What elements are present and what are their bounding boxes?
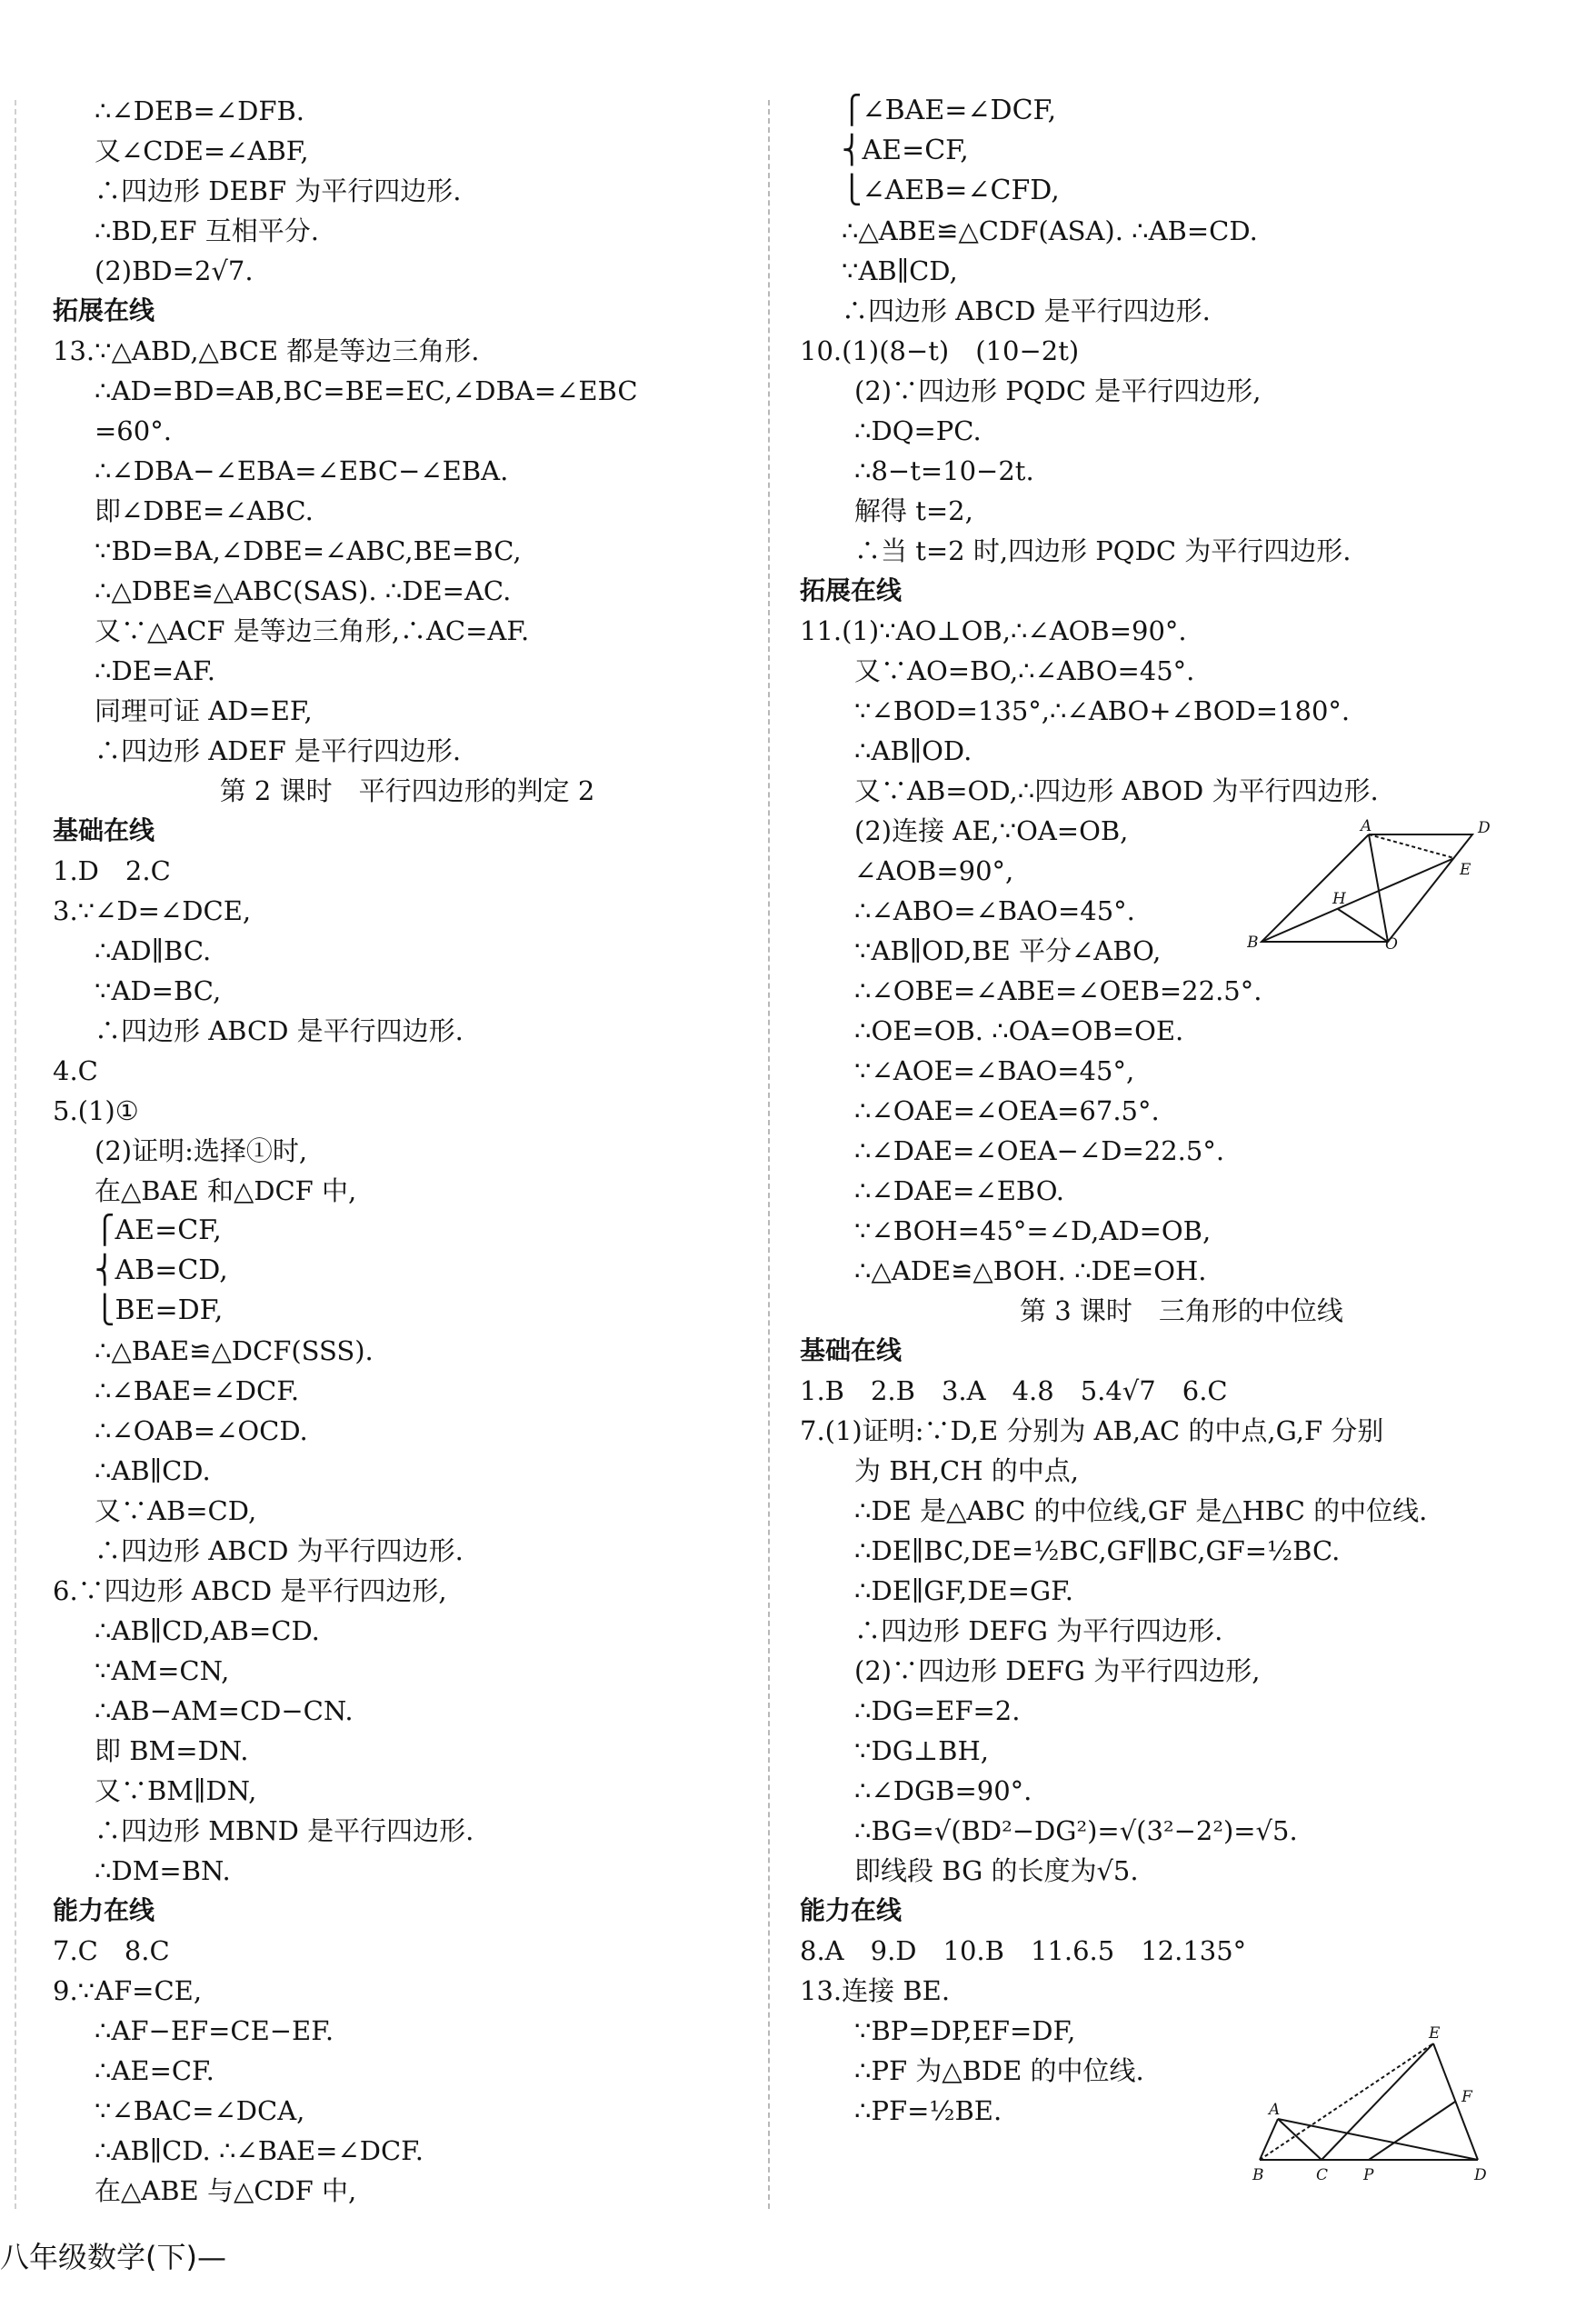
answer-line: (2)证明:选择①时, — [95, 1135, 308, 1166]
answer-line: 在△ABE 与△CDF 中, — [95, 2175, 357, 2206]
answer-line: ∴PF=½BE. — [854, 2095, 1002, 2126]
answer-line: ∴AD=BD=AB,BC=BE=EC,∠DBA=∠EBC — [95, 375, 638, 406]
figure-edges — [1262, 834, 1472, 942]
answer-line: ∴△BAE≌△DCF(SSS). — [95, 1335, 374, 1366]
answer-line: ∴∠OAE=∠OEA=67.5°. — [854, 1095, 1160, 1126]
answer-line: 4.C — [53, 1055, 98, 1086]
answer-line: ∴四边形 MBND 是平行四边形. — [95, 1815, 474, 1846]
section-heading: 能力在线 — [800, 1895, 903, 1925]
answer-line: ∴四边形 ADEF 是平行四边形. — [95, 735, 462, 766]
answer-line: ∴AB∥CD,AB=CD. — [95, 1615, 320, 1646]
answer-line: ∠AOB=90°, — [854, 855, 1014, 886]
answer-line: 7.C 8.C — [53, 1935, 170, 1966]
figure-segment-ho — [1338, 909, 1388, 942]
page-edge-rule — [15, 100, 16, 2209]
answer-line: ∴△DBE≌△ABC(SAS). ∴DE=AC. — [95, 575, 512, 606]
section-heading: 拓展在线 — [800, 575, 903, 605]
answer-line: 13.∵△ABD,△BCE 都是等边三角形. — [53, 335, 480, 366]
figure-segment-be — [1260, 2043, 1433, 2160]
label-d: D — [1478, 819, 1491, 837]
label-o: O — [1385, 935, 1398, 951]
answer-line: 6.∵四边形 ABCD 是平行四边形, — [53, 1575, 447, 1606]
answer-line: 即线段 BG 的长度为√5. — [854, 1855, 1139, 1886]
answer-line: 在△BAE 和△DCF 中, — [95, 1175, 357, 1206]
lesson-title: 第 2 课时 平行四边形的判定 2 — [219, 775, 595, 806]
answer-line: 8.A 9.D 10.B 11.6.5 12.135° — [800, 1935, 1247, 1966]
answer-line: 13.连接 BE. — [800, 1975, 951, 2006]
lesson-title: 第 3 课时 三角形的中位线 — [1020, 1295, 1343, 1326]
answer-line: ∴四边形 ABCD 为平行四边形. — [95, 1535, 464, 1566]
label-a: A — [1361, 817, 1372, 835]
answer-line: ∵BP=DP,EF=DF, — [854, 2015, 1076, 2046]
label-d: D — [1474, 2166, 1487, 2184]
right-column — [800, 91, 1563, 2131]
answer-line: ∴∠OAB=∠OCD. — [95, 1415, 308, 1446]
answer-line: 1.D 2.C — [53, 855, 171, 886]
answer-line: ∴DE∥GF,DE=GF. — [854, 1575, 1073, 1606]
answer-line: 11.(1)∵AO⊥OB,∴∠AOB=90°. — [800, 615, 1187, 646]
figure-segment-ae — [1369, 834, 1454, 858]
answer-line: ∴∠BAE=∠DCF. — [95, 1375, 300, 1406]
answer-line: ∴四边形 DEBF 为平行四边形. — [95, 175, 462, 206]
answer-line: 又∵AO=BO,∴∠ABO=45°. — [854, 655, 1195, 686]
answer-line: ∴AB∥OD. — [854, 735, 973, 766]
answer-line: ∵∠BOD=135°,∴∠ABO+∠BOD=180°. — [854, 695, 1351, 726]
figure-segment-pf — [1369, 2102, 1455, 2160]
section-heading: 拓展在线 — [53, 295, 155, 325]
answer-line: (2)连接 AE,∵OA=OB, — [854, 815, 1129, 846]
answer-line: ⎨AE=CF, — [842, 135, 969, 166]
midline-figure — [1247, 2023, 1520, 2187]
answer-line: ∴四边形 DEFG 为平行四边形. — [854, 1615, 1223, 1646]
answer-line: ∴DG=EF=2. — [854, 1695, 1021, 1726]
answer-line: ∴AB−AM=CD−CN. — [95, 1695, 354, 1726]
answer-line: 又∵AB=CD, — [95, 1495, 257, 1526]
answer-line: 3.∵∠D=∠DCE, — [53, 895, 252, 926]
answer-line: ∴DE∥BC,DE=½BC,GF∥BC,GF=½BC. — [854, 1535, 1341, 1566]
section-heading: 基础在线 — [800, 1335, 903, 1365]
answer-line: 即∠DBE=∠ABC. — [95, 495, 314, 526]
answer-line: ∴BG=√(BD²−DG²)=√(3²−2²)=√5. — [854, 1815, 1298, 1846]
answer-line: ∴当 t=2 时,四边形 PQDC 为平行四边形. — [854, 535, 1352, 566]
label-a: A — [1269, 2101, 1281, 2119]
answer-line: ∵AB∥CD, — [842, 255, 958, 286]
figure-segment-ab — [1260, 2119, 1278, 2160]
answer-line: (2)∵四边形 PQDC 是平行四边形, — [854, 375, 1262, 406]
answer-line: 9.∵AF=CE, — [53, 1975, 203, 2006]
answer-line: ∴BD,EF 互相平分. — [95, 215, 319, 246]
answer-line: ∴AB∥CD. — [95, 1455, 211, 1486]
column-divider — [768, 100, 770, 2209]
answer-line: ∴∠DAE=∠EBO. — [854, 1175, 1065, 1206]
answer-line: 5.(1)① — [53, 1095, 139, 1126]
label-h: H — [1332, 890, 1346, 908]
answer-line: ⎩BE=DF, — [95, 1294, 224, 1326]
answer-line: ∴AB∥CD. ∴∠BAE=∠DCF. — [95, 2135, 424, 2166]
answer-line: ∴AF−EF=CE−EF. — [95, 2015, 334, 2046]
answer-line: 又∵AB=OD,∴四边形 ABOD 为平行四边形. — [854, 775, 1379, 806]
answer-line: ∴∠DEB=∠DFB. — [95, 95, 304, 126]
answer-line: ⎧∠BAE=∠DCF, — [842, 95, 1057, 126]
answer-line: ∵∠BAC=∠DCA, — [95, 2095, 305, 2126]
answer-line: ∴四边形 ABCD 是平行四边形. — [842, 295, 1211, 326]
answer-line: ∴△ADE≌△BOH. ∴DE=OH. — [854, 1255, 1207, 1286]
answer-line: ∴∠DAE=∠OEA−∠D=22.5°. — [854, 1135, 1225, 1166]
answer-line: ∴DQ=PC. — [854, 415, 982, 446]
answer-line: (2)BD=2√7. — [95, 255, 254, 286]
answer-line: ⎨AB=CD, — [95, 1254, 228, 1286]
answer-line: ∴OE=OB. ∴OA=OB=OE. — [854, 1015, 1184, 1046]
label-p: P — [1363, 2166, 1374, 2184]
label-b: B — [1252, 2166, 1264, 2184]
section-heading: 能力在线 — [53, 1895, 155, 1925]
label-f: F — [1461, 2088, 1472, 2106]
answer-line: ∵AM=CN, — [95, 1655, 230, 1686]
answer-line: ∴DE 是△ABC 的中位线,GF 是△HBC 的中位线. — [854, 1495, 1428, 1526]
answer-line: ∴四边形 ABCD 是平行四边形. — [95, 1015, 464, 1046]
answer-line: 又∠CDE=∠ABF, — [95, 135, 309, 166]
label-e: E — [1460, 861, 1471, 879]
answer-line: 10.(1)(8−t) (10−2t) — [800, 335, 1080, 366]
answer-line: ∵DG⊥BH, — [854, 1735, 989, 1766]
answer-line: ∵∠AOE=∠BAO=45°, — [854, 1055, 1135, 1086]
answer-line: 同理可证 AD=EF, — [95, 695, 313, 726]
answer-line: ∴AE=CF. — [95, 2055, 214, 2086]
answer-line: ∴∠DGB=90°. — [854, 1775, 1032, 1806]
answer-line: 7.(1)证明:∵D,E 分别为 AB,AC 的中点,G,F 分别 — [800, 1415, 1384, 1446]
label-c: C — [1316, 2166, 1329, 2184]
answer-line: 为 BH,CH 的中点, — [854, 1455, 1079, 1486]
answer-line: 又∵BM∥DN, — [95, 1775, 257, 1806]
answer-line: (2)∵四边形 DEFG 为平行四边形, — [854, 1655, 1261, 1686]
answer-line: ∴AD∥BC. — [95, 935, 212, 966]
figure-segment-be — [1262, 858, 1454, 942]
figure-segment-ce — [1322, 2043, 1433, 2160]
answer-line: ⎩∠AEB=∠CFD, — [842, 175, 1060, 206]
figure-segment-ac — [1278, 2119, 1322, 2160]
left-column — [53, 91, 762, 2211]
page-footer: 八年级数学(下)— — [0, 2240, 226, 2274]
answer-line: ∵BD=BA,∠DBE=∠ABC,BE=BC, — [95, 535, 522, 566]
answer-line: ∵AD=BC, — [95, 975, 222, 1006]
answer-line: ∴∠OBE=∠ABE=∠OEB=22.5°. — [854, 975, 1262, 1006]
section-heading: 基础在线 — [53, 815, 155, 845]
answer-line: ∴DM=BN. — [95, 1855, 231, 1886]
label-b: B — [1247, 934, 1259, 951]
label-e: E — [1429, 2024, 1441, 2043]
answer-line: 即 BM=DN. — [95, 1735, 249, 1766]
answer-line: 又∵△ACF 是等边三角形,∴AC=AF. — [95, 615, 530, 646]
answer-line: ∴8−t=10−2t. — [854, 455, 1034, 486]
answer-line: ∴∠ABO=∠BAO=45°. — [854, 895, 1135, 926]
answer-line: ∴∠DBA−∠EBA=∠EBC−∠EBA. — [95, 455, 509, 486]
answer-line: =60°. — [95, 415, 172, 446]
answer-line: ∵∠BOH=45°=∠D,AD=OB, — [854, 1215, 1212, 1246]
answer-line: ⎧AE=CF, — [95, 1214, 222, 1246]
answer-line: 解得 t=2, — [854, 495, 973, 526]
answer-line: ∵AB∥OD,BE 平分∠ABO, — [854, 935, 1162, 966]
answer-line: 1.B 2.B 3.A 4.8 5.4√7 6.C — [800, 1375, 1228, 1406]
answer-line: ∴△ABE≌△CDF(ASA). ∴AB=CD. — [842, 215, 1258, 246]
answer-line: ∴DE=AF. — [95, 655, 215, 686]
parallelogram-figure — [1247, 814, 1520, 951]
answer-line: ∴PF 为△BDE 的中位线. — [854, 2055, 1144, 2086]
